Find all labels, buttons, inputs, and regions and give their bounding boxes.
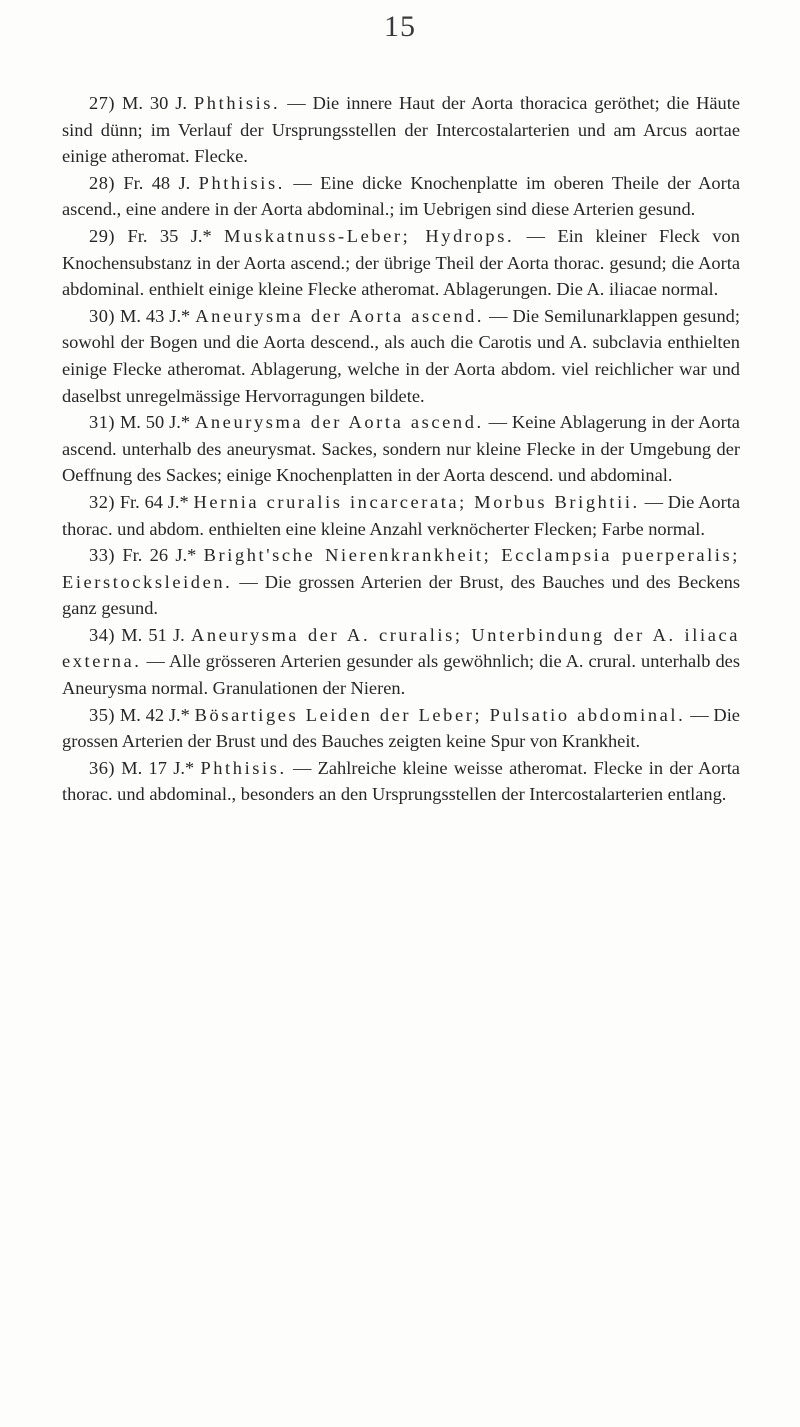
case-findings: — Keine Ablagerung in der Aorta ascend. unterhalb des aneurysmat. Sackes, sondern nur kleine Flecke in der Umgebung der Oeffnung des Sackes; einige Knochenplatten in der Aorta descend. und abdominal.: [62, 412, 740, 486]
case-entry-29: [62, 223, 740, 303]
case-diagnosis: Phthisis.: [193, 93, 281, 113]
case-diagnosis: Phthisis.: [200, 757, 287, 778]
case-patient: Fr. 64 J.*: [119, 491, 189, 512]
case-findings: — Alle grösseren Arterien gesunder als gewöhnlich; die A. crural. unterhalb des Aneurysma normal. Granulationen der Nieren.: [62, 651, 740, 699]
case-patient: Fr. 48 J.: [123, 172, 191, 193]
case-diagnosis: Bösartiges Leiden der Leber; Pulsatio abdominal.: [194, 704, 686, 725]
case-entry-35: [62, 702, 740, 755]
case-entry-28: [62, 170, 740, 223]
case-findings: — Eine dicke Knochenplatte im oberen Theile der Aorta ascend., eine andere in der Aorta abdominal.; im Uebrigen sind diese Arterien gesund.: [62, 172, 740, 220]
case-patient: M. 30 J.: [121, 93, 188, 113]
page-number: 15: [384, 10, 416, 43]
case-patient: Fr. 35 J.*: [127, 225, 212, 246]
case-findings: — Die grossen Arterien der Brust und des Bauches zeigten keine Spur von Krankheit.: [62, 704, 740, 752]
case-number: 31): [89, 412, 116, 433]
case-patient: M. 43 J.*: [120, 305, 191, 326]
case-entry-30: [62, 303, 740, 409]
case-number: 27): [89, 93, 116, 113]
case-patient: Fr. 26 J.*: [122, 545, 197, 566]
case-diagnosis: Aneurysma der Aorta ascend.: [195, 305, 485, 326]
case-findings: — Zahlreiche kleine weisse atheromat. Flecke in der Aorta thorac. und abdominal., besonders an den Ursprungsstellen der Intercostalarterien entlang.: [62, 757, 740, 805]
case-entry-27: [62, 90, 740, 170]
case-number: 28): [89, 172, 116, 193]
case-diagnosis: Bright'sche Nierenkrankheit; Ecclampsia puerperalis; Eierstocksleiden.: [62, 545, 740, 592]
case-number: 33): [89, 545, 116, 566]
case-patient: M. 17 J.*: [121, 757, 195, 778]
case-number: 32): [89, 491, 116, 512]
case-number: 29): [89, 225, 116, 246]
case-patient: M. 51 J.: [121, 624, 185, 645]
case-findings: — Die Semilunarklappen gesund; sowohl der Bogen und die Aorta descend., als auch die Carotis und A. subclavia enthielten einige Flecke atheromat. Ablagerung, welche in der Aorta abdom. viel reichlicher war und daselbst unregelmässige Hervorragungen bildete.: [62, 305, 740, 406]
case-diagnosis: Phthisis.: [198, 172, 285, 193]
case-findings: — Die innere Haut der Aorta thoracica geröthet; die Häute sind dünn; im Verlauf der Ursprungsstellen der Intercostalarterien und am Arcus aortae einige atheromat. Flecke.: [62, 93, 740, 167]
case-findings: — Die grossen Arterien der Brust, des Bauches und des Beckens ganz gesund.: [62, 571, 740, 619]
case-number: 34): [89, 624, 116, 645]
case-entry-31: [62, 409, 740, 489]
case-diagnosis: Aneurysma der A. cruralis; Unterbindung der A. iliaca externa.: [62, 624, 740, 672]
case-patient: M. 50 J.*: [119, 412, 191, 433]
case-number: 30): [89, 305, 116, 326]
case-entry-33: [62, 542, 740, 622]
case-findings: — Die Aorta thorac. und abdom. enthielten eine kleine Anzahl verknöcherter Flecken; Farbe normal.: [62, 491, 740, 539]
case-diagnosis: Aneurysma der Aorta ascend.: [195, 412, 484, 433]
case-list: [62, 90, 740, 808]
case-findings: — Ein kleiner Fleck von Knochensubstanz in der Aorta ascend.; der übrige Theil der Aorta thorac. gesund; die Aorta abdominal. enthielt einige kleine Flecke atheromat. Ablagerungen. Die A. iliacae normal.: [62, 225, 740, 300]
case-patient: M. 42 J.*: [119, 704, 190, 725]
case-number: 35): [89, 704, 116, 725]
case-entry-32: [62, 489, 740, 542]
case-diagnosis: Muskatnuss-Leber; Hydrops.: [224, 225, 515, 246]
case-number: 36): [89, 757, 116, 778]
case-entry-36: [62, 755, 740, 808]
case-entry-34: [62, 622, 740, 702]
case-diagnosis: Hernia cruralis incarcerata; Morbus Brightii.: [193, 491, 640, 512]
